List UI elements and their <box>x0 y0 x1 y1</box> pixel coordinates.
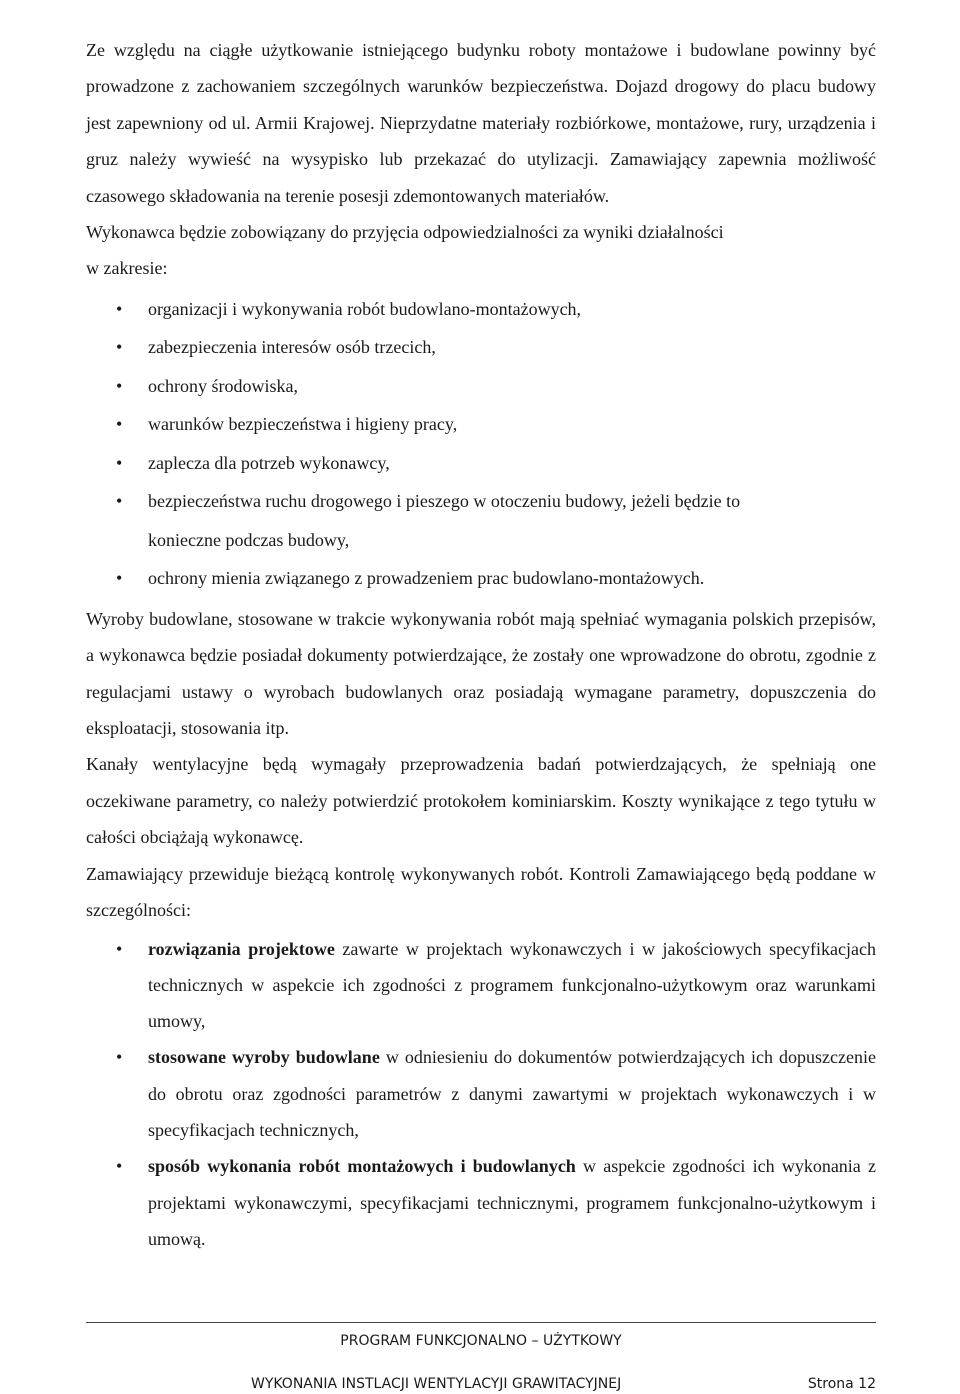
inspection-list <box>86 931 876 1258</box>
paragraph-contractor-responsibility <box>86 214 876 287</box>
bullet-icon: • <box>116 375 123 396</box>
bullet-icon: • <box>116 298 123 319</box>
list-item: • stosowane wyroby budowlane w odniesieniu do dokumentów potwierdzających ich dopuszczenie do obrotu oraz zgodności parametrów z danymi zawartymi w projektach wykonawczych i w specyfikacjach technicznych, <box>86 1039 876 1148</box>
bullet-icon: • <box>116 414 123 435</box>
bullet-icon: • <box>116 938 123 959</box>
paragraph-site-conditions: Ze względu na ciągłe użytkowanie istniejącego budynku roboty montażowe i budowlane powinny być prowadzone z zachowaniem szczególnych warunków bezpieczeństwa. Dojazd drogowy do placu budowy jest zapewniony od ul. Armii Krajowej. Nieprzydatne materiały rozbiórkowe, montażowe, rury, urządzenia i gruz należy wywieść na wysypisko lub przekazać do utylizacji. Zamawiający zapewnia możliwość czasowego składowania na terenie posesji zdemontowanych materiałów. <box>86 40 876 206</box>
footer-divider <box>86 1322 876 1323</box>
list-item-bold: rozwiązania projektowe <box>148 938 335 959</box>
footer-program-title: PROGRAM FUNKCJONALNO – UŻYTKOWY <box>340 1333 622 1349</box>
paragraph-ventilation-ducts: Kanały wentylacyjne będą wymagały przeprowadzenia badań potwierdzających, że spełniają one oczekiwane parametry, co należy potwierdzić protokołem kominiarskim. Koszty wynikające z tego tytułu w całości obciążają wykonawcę. <box>86 754 876 848</box>
paragraph-inspection: Zamawiający przewiduje bieżącą kontrolę wykonywanych robót. Kontroli Zamawiającego będą poddane w szczególności: <box>86 863 876 921</box>
list-item: • sposób wykonania robót montażowych i budowlanych w aspekcie zgodności ich wykonania z projektami wykonawczymi, specyfikacjami technicznymi, programem funkcjonalno-użytkowym i umową. <box>86 1148 876 1257</box>
bullet-icon: • <box>116 568 123 589</box>
bullet-icon: • <box>116 1156 123 1177</box>
list-item: • ochrony środowiska, <box>86 367 876 406</box>
paragraph-building-products: Wyroby budowlane, stosowane w trakcie wykonywania robót mają spełniać wymagania polskich przepisów, a wykonawca będzie posiadał dokumenty potwierdzające, że zostały one wprowadzone do obrotu, zgodnie z regulacjami ustawy o wyrobach budowlanych oraz posiadają wymagane parametry, dopuszczenia do eksploatacji, stosowania itp. <box>86 608 876 739</box>
page-footer <box>86 1322 876 1394</box>
list-item: • ochrony mienia związanego z prowadzeniem prac budowlano-montażowych. <box>86 559 876 598</box>
responsibility-list <box>86 290 876 598</box>
list-item-bold: sposób wykonania robót montażowych i budowlanych <box>148 1156 576 1177</box>
document-body <box>86 32 876 1257</box>
list-item: • bezpieczeństwa ruchu drogowego i pieszego w otoczeniu budowy, jeżeli będzie to konieczne podczas budowy, <box>86 482 876 559</box>
bullet-icon: • <box>116 452 123 473</box>
bullet-icon: • <box>116 1047 123 1068</box>
bullet-icon: • <box>116 491 123 512</box>
paragraph-line: Wykonawca będzie zobowiązany do przyjęcia odpowiedzialności za wyniki działalności <box>86 222 724 243</box>
page-number: Strona 12 <box>807 1376 876 1392</box>
list-item-bold: stosowane wyroby budowlane <box>148 1047 380 1068</box>
list-item: • warunków bezpieczeństwa i higieny pracy, <box>86 405 876 444</box>
paragraph-line: w zakresie: <box>86 258 168 279</box>
list-item: • zaplecza dla potrzeb wykonawcy, <box>86 444 876 483</box>
bullet-icon: • <box>116 337 123 358</box>
list-item: • zabezpieczenia interesów osób trzecich, <box>86 328 876 367</box>
footer-line <box>86 1374 876 1394</box>
footer-document-title: WYKONANIA INSTLACJI WENTYLACYJI GRAWITACYJNEJ <box>251 1376 622 1392</box>
list-item: • organizacji i wykonywania robót budowlano-montażowych, <box>86 290 876 329</box>
list-item: • rozwiązania projektowe zawarte w projektach wykonawczych i w jakościowych specyfikacjach technicznych w aspekcie ich zgodności z programem funkcjonalno-użytkowym oraz warunkami umowy, <box>86 931 876 1040</box>
